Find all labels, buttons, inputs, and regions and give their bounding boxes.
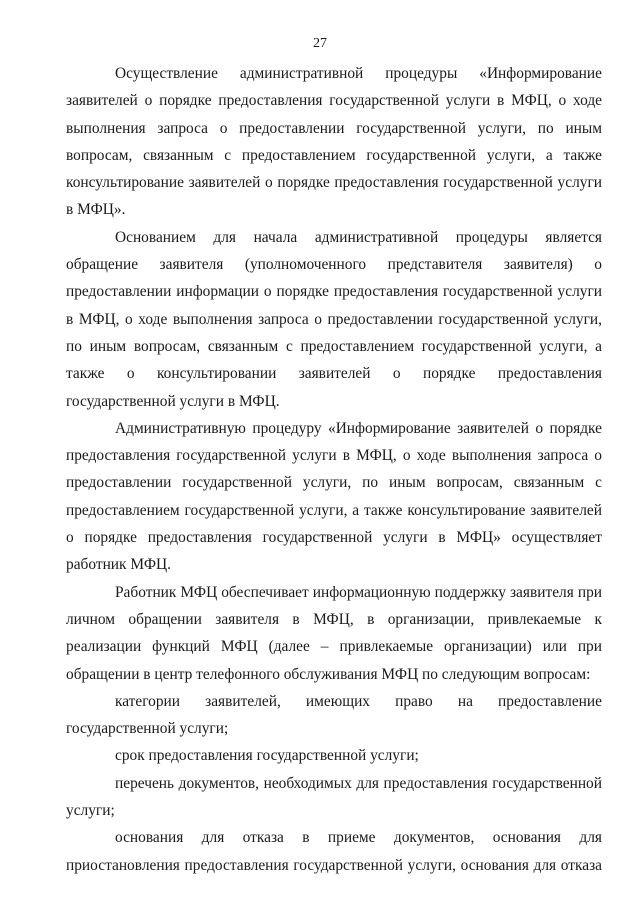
list-item-applicant-categories: категории заявителей, имеющих право на предоставление государственной услуги; bbox=[66, 692, 602, 738]
page-number: 27 bbox=[313, 36, 327, 51]
document-body bbox=[66, 60, 602, 879]
list-item-required-documents: перечень документов, необходимых для предоставления государственной услуги; bbox=[66, 774, 602, 820]
list-item-service-term: срок предоставления государственной услуги; bbox=[115, 747, 419, 765]
list-item-refusal-grounds: основания для отказа в приеме документов, основания для приостановления предоставления государственной услуги, основания для отказа bbox=[66, 829, 602, 874]
paragraph-procedure-title: Осуществление административной процедуры «Информирование заявителей о порядке предоставления государственной услуги в МФЦ, о ходе выполнения запроса о предоставлении государственной услуги, по иным вопросам, связанным с предоставлением государственной услуги, а также консультирование заявителей о порядке предоставления государственной услуги в МФЦ». bbox=[66, 65, 602, 219]
paragraph-procedure-performer: Административную процедуру «Информирование заявителей о порядке предоставления государственной услуги в МФЦ, о ходе выполнения запроса о предоставлении государственной услуги, по иным вопросам, связанным с предоставлением государственной услуги, а также консультирование заявителей о порядке предоставления государственной услуги в МФЦ» осуществляет работник МФЦ. bbox=[66, 419, 602, 574]
paragraph-information-support: Работник МФЦ обеспечивает информационную поддержку заявителя при личном обращении заявителя в МФЦ, в организации, привлекаемые к реализации функций МФЦ (далее – привлекаемые организации) или при обращении в центр телефонного обслуживания МФЦ по следующим вопросам: bbox=[66, 583, 602, 683]
paragraph-procedure-basis: Основанием для начала административной процедуры является обращение заявителя (уполномоченного представителя заявителя) о предоставлении информации о порядке предоставления государственной услуги в МФЦ, о ходе выполнения запроса о предоставлении государственной услуги, по иным вопросам, связанным с предоставлением государственной услуги, а также о консультировании заявителей о порядке предоставления государственной услуги в МФЦ. bbox=[66, 228, 602, 410]
